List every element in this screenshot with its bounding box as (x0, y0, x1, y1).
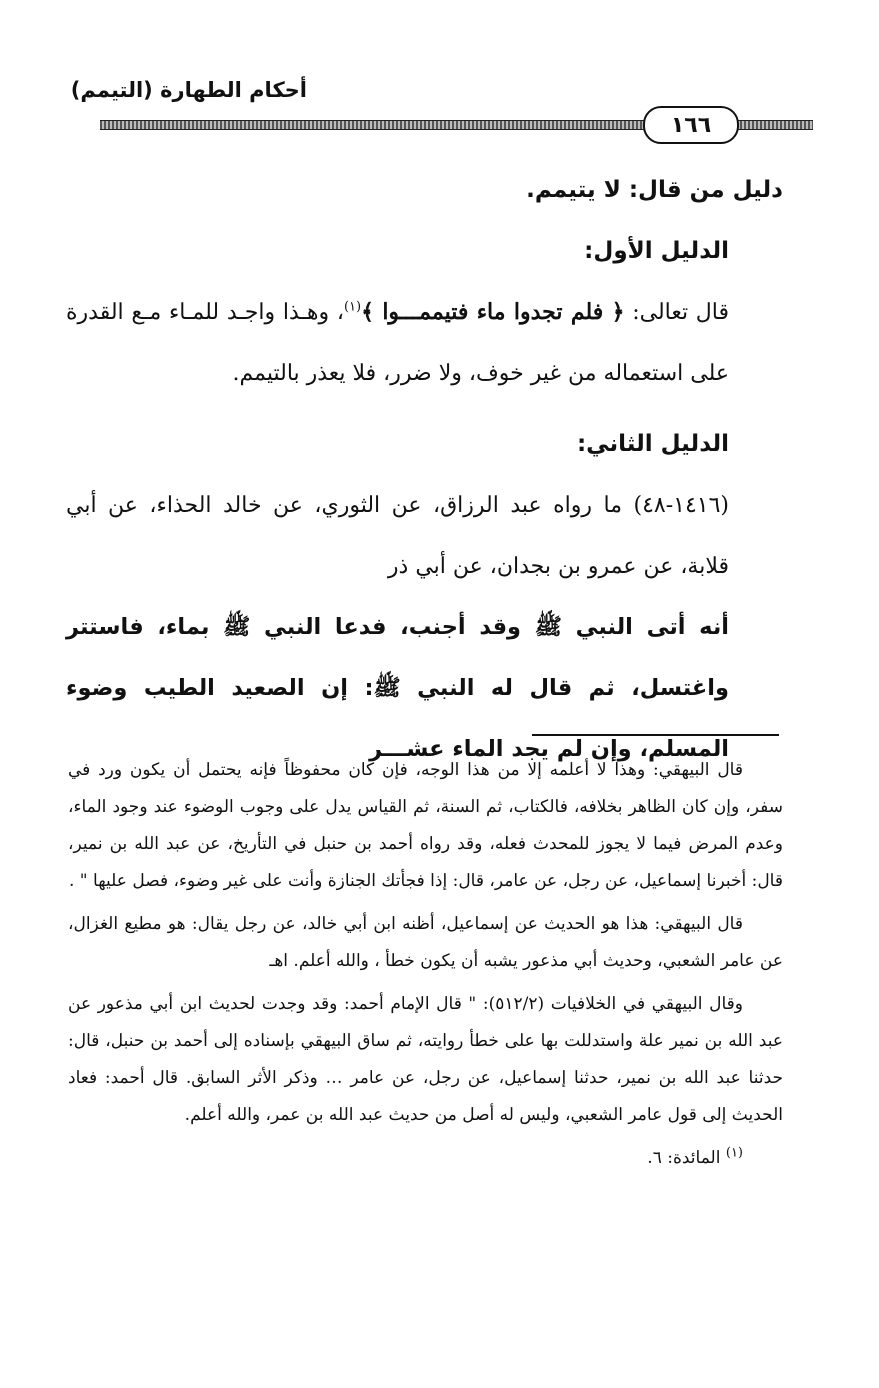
section-heading: دليل من قال: لا يتيمم. (526, 177, 783, 203)
quran-verse: ﴿ فلم تجدوا ماء فتيممـــوا ﴾ (361, 299, 625, 325)
footnotes (68, 752, 783, 1183)
hadith-text: أنه أتى النبي ﷺ وقد أجنب، فدعا النبي ﷺ بماء، فاستتر واغتسل، ثم قال له النبي ﷺ: إن الصعيد الطيب وضوء المسلم، وإن لم يجد الماء عشـــر (66, 614, 729, 762)
footnote-reference (68, 1140, 783, 1177)
footnote-ref-text: المائدة: ٦. (647, 1148, 726, 1168)
footnote-marker: (١) (725, 1145, 743, 1161)
footnote-para-3: وقال البيهقي في الخلافيات (٥١٢/٢): " قال الإمام أحمد: وقد وجدت لحديث ابن أبي مذعور عن عبد الله بن نمير علة واستدللت بها على خطأ روايته، ثم ساق البيهقي بإسناده إلى أحمد بن حنبل، قال: حدثنا عبد الله بن نمير، حدثنا إسماعيل، عن رجل، عن عامر … وذكر الأثر السابق. قال أحمد: فعاد الحديث إلى قول عامر الشعبي، وليس له أصل من حديث عبد الله بن عمر، والله أعلم. (68, 994, 783, 1125)
running-title: أحكام الطهارة (التيمم) (70, 78, 307, 102)
footnote-para-2: قال البيهقي: هذا هو الحديث عن إسماعيل، أظنه ابن أبي خالد، عن رجل يقال: هو مطيع الغزال، عن عامر الشعبي، وحديث أبي مذعور يشبه أن يكون خطأ ، والله أعلم. اهـ (68, 914, 783, 971)
footnote-ref-1: (١) (343, 299, 362, 315)
main-text (66, 160, 783, 780)
proof1-heading: الدليل الأول: (584, 238, 729, 264)
proof1-intro: قال تعالى: (624, 300, 729, 325)
page-number: ١٦٦ (643, 106, 739, 144)
footnote-para-1: قال البيهقي: وهذا لا أعلمه إلا من هذا الوجه، فإن كان محفوظاً فإنه يحتمل أن يكون ورد في سفر، وإن كان الظاهر بخلافه، فالكتاب، ثم السنة، ثم القياس يدل على وجوب الوضوء عند وجود الماء، وعدم المرض فيما لا يجوز للمحدث فعله، وقد رواه أحمد بن حنبل في التأريخ، عن عبد الله بن نمير، قال: أخبرنا إسماعيل، عن رجل، عن عامر، قال: إذا فجأتك الجنازة وأنت على غير وضوء، فصل عليها " . (68, 760, 783, 891)
proof1-paragraph (66, 282, 783, 404)
proof2-heading: الدليل الثاني: (576, 431, 729, 457)
proof1-text: ، وهـذا واجـد للمـاء مـع القدرة على استعماله من غير خوف، ولا ضرر، فلا يعذر بالتيمم. (66, 300, 729, 386)
footnote-separator (532, 734, 779, 736)
proof2-chain: (١٤١٦-٤٨) ما رواه عبد الرزاق، عن الثوري، عن خالد الحذاء، عن أبي قلابة، عن عمرو بن بجدان، عن أبي ذر (66, 493, 729, 579)
